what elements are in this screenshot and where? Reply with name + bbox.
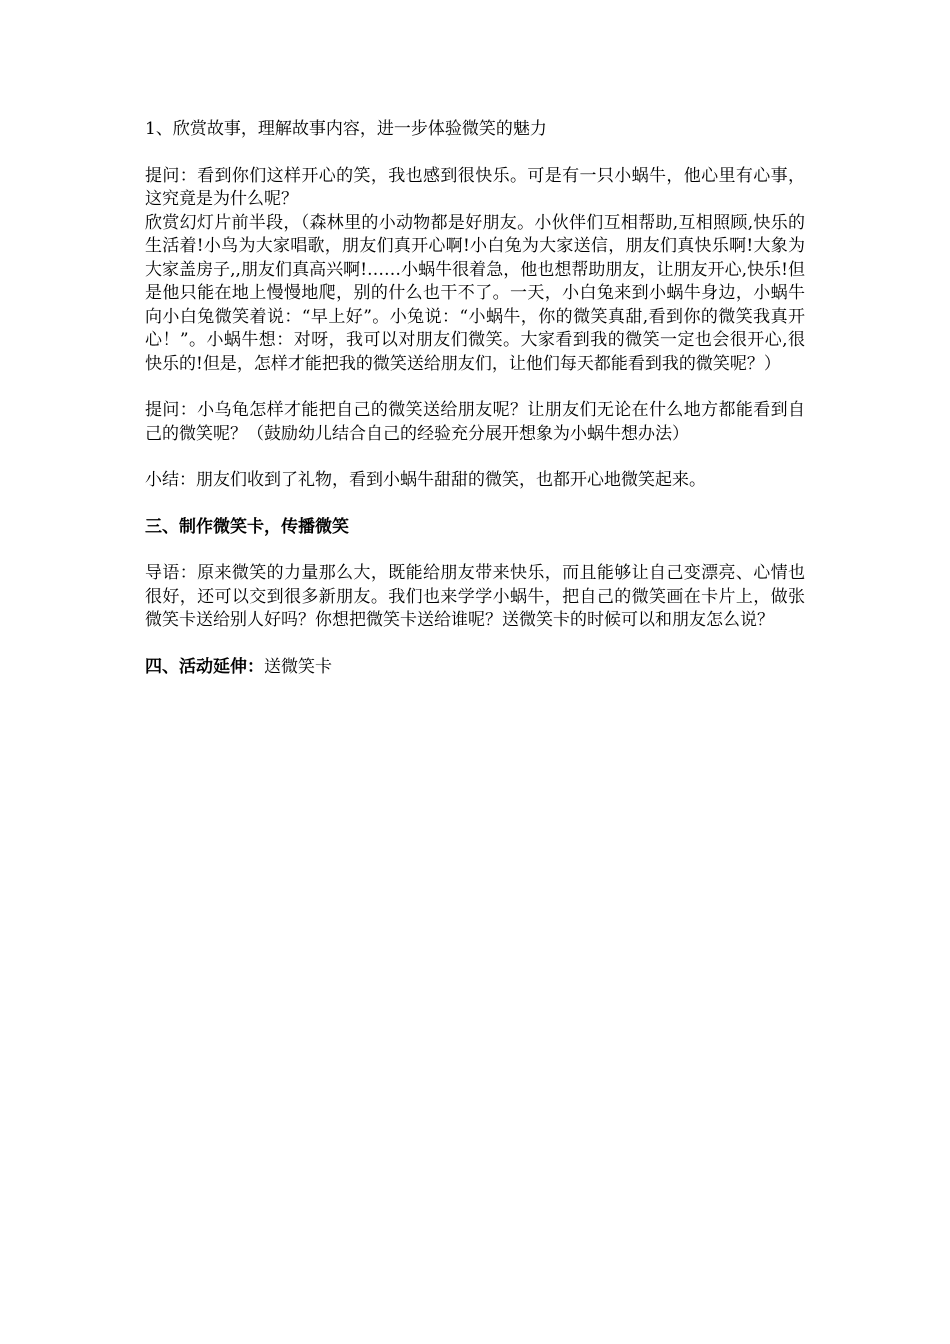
section3-heading: 三、制作微笑卡，传播微笑 (145, 516, 349, 537)
document-page (145, 118, 805, 679)
story-paragraph: 欣赏幻灯片前半段，（森林里的小动物都是好朋友。小伙伴们互相帮助,互相照顾,快乐的生活着!小鸟为大家唱歌，朋友们真开心啊!小白兔为大家送信，朋友们真快乐啊!大象为大家盖房子,,朋友们真高兴啊!……小蜗牛很着急，他也想帮助朋友，让朋友开心,快乐!但是他只能在地上慢慢地爬，别的什么也干不了。一天，小白兔来到小蜗牛身边，小蜗牛向小白兔微笑着说：“早上好”。小兔说：“小蜗牛，你的微笑真甜,看到你的微笑我真开心！”。小蜗牛想：对呀，我可以对朋友们微笑。大家看到我的微笑一定也会很开心,很快乐的!但是，怎样才能把我的微笑送给朋友们，让他们每天都能看到我的微笑呢？） (145, 212, 805, 374)
section1-title: 1、欣赏故事，理解故事内容，进一步体验微笑的魅力 (145, 119, 547, 139)
summary-paragraph: 小结：朋友们收到了礼物，看到小蜗牛甜甜的微笑，也都开心地微笑起来。 (145, 470, 706, 490)
section4-heading-normal: 送微笑卡 (264, 656, 332, 677)
question1-paragraph: 提问：看到你们这样开心的笑，我也感到很快乐。可是有一只小蜗牛，他心里有心事，这究竟是为什么呢？ (145, 165, 805, 209)
question2-paragraph: 提问：小乌龟怎样才能把自己的微笑送给朋友呢？让朋友们无论在什么地方都能看到自己的微笑呢？（鼓励幼儿结合自己的经验充分展开想象为小蜗牛想办法） (145, 400, 805, 444)
section4-heading-bold: 四、活动延伸： (145, 656, 264, 677)
section4-heading (145, 656, 805, 680)
intro-paragraph: 导语：原来微笑的力量那么大，既能给朋友带来快乐，而且能够让自己变漂亮、心情也很好，还可以交到很多新朋友。我们也来学学小蜗牛，把自己的微笑画在卡片上，做张微笑卡送给别人好吗？你想把微笑卡送给谁呢？送微笑卡的时候可以和朋友怎么说？ (145, 563, 805, 630)
